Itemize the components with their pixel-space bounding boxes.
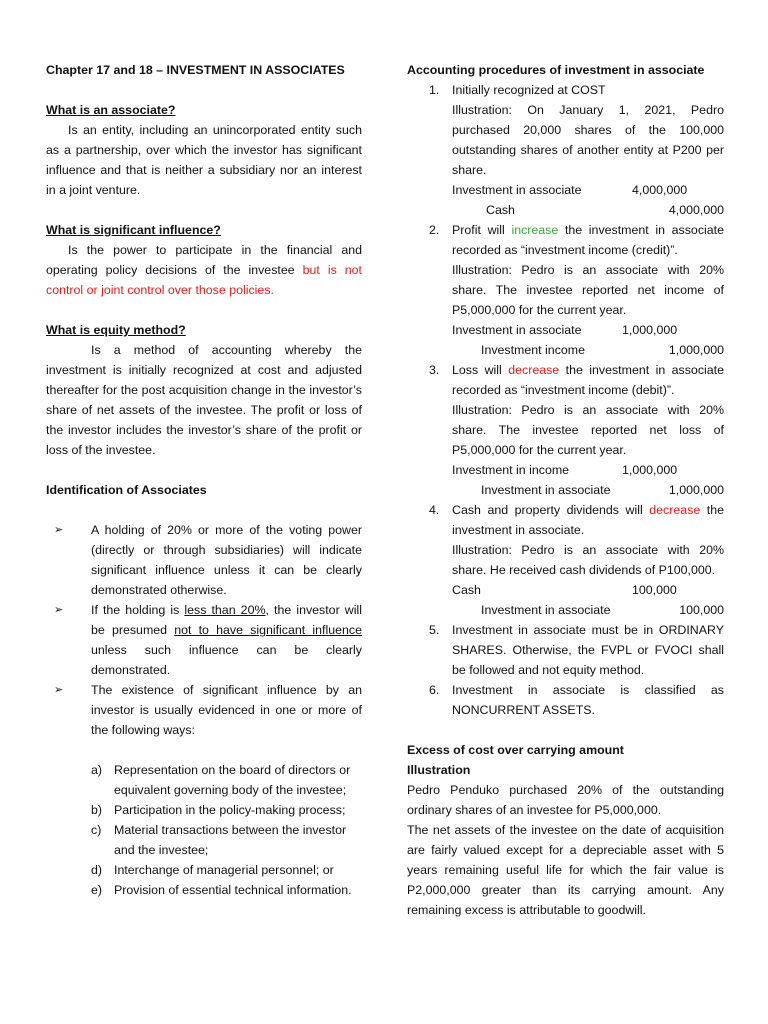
credit-account: Investment income (481, 343, 585, 357)
journal-entry-credit (452, 200, 724, 220)
list-item-text: Provision of essential technical information. (114, 883, 352, 897)
list-item (407, 680, 724, 720)
list-marker: 3. (429, 363, 440, 377)
list-item (407, 80, 724, 220)
list-item (46, 600, 362, 680)
list-marker: 1. (429, 83, 440, 97)
list-marker: 5. (429, 623, 440, 637)
heading-identification: Identification of Associates (46, 483, 207, 497)
heading-equity-method: What is equity method? (46, 323, 186, 337)
list-item (407, 220, 724, 360)
identification-list (46, 520, 362, 740)
procedure-text (452, 220, 724, 260)
debit-account: Investment in income (452, 463, 570, 477)
procedure-text-part: the investment in associate recorded as “investment income (credit)”. (452, 223, 724, 257)
bullet-text: A holding of 20% or more of the voting power (directly or through subsidiaries) will indicate significant influence unless it can be clearly demonstrated otherwise. (91, 523, 362, 597)
equity-method-definition: Is a method of accounting whereby the investment is initially recognized at cost and adjusted thereafter for the post acquisition change in the investor’s share of net assets of the investee. The profit or loss of the investor includes the investor’s share of the profit or loss of the investee. (46, 343, 362, 457)
list-item (407, 360, 724, 500)
procedure-text-part: the investment in associate. (452, 503, 724, 537)
journal-entry-credit (452, 600, 724, 620)
procedure-text: Investment in associate must be in ORDINARY SHARES. Otherwise, the FVPL or FVOCI shall be followed and not equity method. (452, 623, 724, 677)
credit-amount: 4,000,000 (668, 203, 724, 217)
journal-entry-credit (452, 340, 724, 360)
list-item (407, 620, 724, 680)
list-item (46, 800, 362, 820)
excess-paragraph-1: Pedro Penduko purchased 20% of the outstanding ordinary shares of an investee for P5,000,000. (407, 783, 724, 817)
influence-text: Is the power to participate in the financial and operating policy decisions of the investee (46, 243, 362, 277)
excess-paragraph-2: The net assets of the investee on the date of acquisition are fairly valued except for a depreciable asset with 5 years remaining useful life for which the fair value is P2,000,000 greater than its carrying amount. Any remaining excess is attributable to goodwill. (407, 823, 724, 917)
list-marker: b) (91, 803, 103, 817)
list-item (46, 760, 362, 800)
procedure-text-part: the investment in associate recorded as “investment income (debit)”. (452, 363, 724, 397)
arrow-bullet-icon: ➢ (54, 604, 64, 616)
credit-account: Investment in associate (481, 603, 611, 617)
arrow-bullet-icon: ➢ (54, 524, 64, 536)
journal-entry-debit (452, 180, 724, 200)
list-item-text: Material transactions between the investor and the investee; (114, 823, 347, 857)
debit-account: Investment in associate (452, 323, 582, 337)
bullet-text: If the holding is (91, 603, 180, 617)
bullet-underlined: not to have significant influence (174, 623, 362, 637)
keyword-decrease: decrease (649, 503, 701, 517)
procedure-text-part: Cash and property dividends will (452, 503, 643, 517)
credit-amount: 100,000 (679, 603, 724, 617)
credit-amount: 1,000,000 (668, 483, 724, 497)
bullet-text: , the investor will be presumed (91, 603, 362, 637)
keyword-decrease: decrease (508, 363, 560, 377)
chapter-title: Chapter 17 and 18 – INVESTMENT IN ASSOCIATES (46, 63, 345, 77)
credit-account: Investment in associate (481, 483, 611, 497)
procedure-text-part: Profit will (452, 223, 505, 237)
list-marker: d) (91, 863, 103, 877)
procedures-list (407, 80, 724, 720)
list-item (46, 860, 362, 880)
debit-amount: 1,000,000 (622, 463, 678, 477)
list-item-text: Interchange of managerial personnel; or (114, 863, 334, 877)
keyword-increase: increase (511, 223, 559, 237)
arrow-bullet-icon: ➢ (54, 684, 64, 696)
credit-amount: 1,000,000 (668, 343, 724, 357)
heading-significant-influence: What is significant influence? (46, 223, 221, 237)
bullet-underlined: less than 20% (184, 603, 266, 617)
debit-account: Cash (452, 583, 481, 597)
procedure-text (452, 500, 724, 540)
credit-account: Cash (486, 203, 515, 217)
procedure-text: Investment in associate is classified as NONCURRENT ASSETS. (452, 683, 724, 717)
debit-amount: 100,000 (632, 583, 677, 597)
influence-definition (46, 240, 362, 300)
list-item (46, 520, 362, 600)
debit-account: Investment in associate (452, 183, 582, 197)
associate-definition: Is an entity, including an unincorporated entity such as a partnership, over which the investor has significant influence and that is neither a subsidiary nor an interest in a joint venture. (46, 123, 362, 197)
illustration-text: Illustration: On January 1, 2021, Pedro purchased 20,000 shares of the 100,000 outstanding shares of another entity at P200 per share. (452, 103, 724, 177)
list-marker: e) (91, 883, 103, 897)
influence-emphasis: but is not control or joint control over those policies. (46, 263, 362, 297)
list-marker: c) (91, 823, 102, 837)
list-item (46, 880, 362, 900)
debit-amount: 1,000,000 (622, 323, 678, 337)
journal-entry-debit (452, 580, 724, 600)
bullet-text: unless such influence can be clearly demonstrated. (91, 643, 362, 677)
illustration-text: Illustration: Pedro is an associate with 20% share. The investee reported net loss of P5,000,000 for the current year. (452, 403, 724, 457)
heading-accounting-procedures: Accounting procedures of investment in associate (407, 63, 705, 77)
illustration-text: Illustration: Pedro is an associate with 20% share. He received cash dividends of P100,000. (452, 543, 724, 577)
right-column (407, 60, 724, 920)
journal-entry-credit (452, 480, 724, 500)
list-marker: a) (91, 763, 103, 777)
list-item (46, 680, 362, 740)
procedure-title: Initially recognized at COST (452, 83, 606, 97)
list-marker: 6. (429, 683, 440, 697)
list-item-text: Representation on the board of directors or equivalent governing body of the investee; (114, 763, 351, 797)
heading-illustration: Illustration (407, 763, 471, 777)
journal-entry-debit (452, 460, 724, 480)
influence-evidence-list (46, 760, 362, 900)
list-marker: 4. (429, 503, 440, 517)
heading-excess-of-cost: Excess of cost over carrying amount (407, 743, 624, 757)
procedure-text-part: Loss will (452, 363, 502, 377)
left-column (46, 60, 362, 900)
list-item (46, 820, 362, 860)
list-marker: 2. (429, 223, 440, 237)
journal-entry-debit (452, 320, 724, 340)
list-item (407, 500, 724, 620)
procedure-text (452, 360, 724, 400)
illustration-text: Illustration: Pedro is an associate with 20% share. The investee reported net income of P5,000,000 for the current year. (452, 263, 724, 317)
list-item-text: Participation in the policy-making process; (114, 803, 346, 817)
heading-what-is-associate: What is an associate? (46, 103, 176, 117)
bullet-text: The existence of significant influence by an investor is usually evidenced in one or more of the following ways: (91, 683, 362, 737)
debit-amount: 4,000,000 (632, 183, 688, 197)
